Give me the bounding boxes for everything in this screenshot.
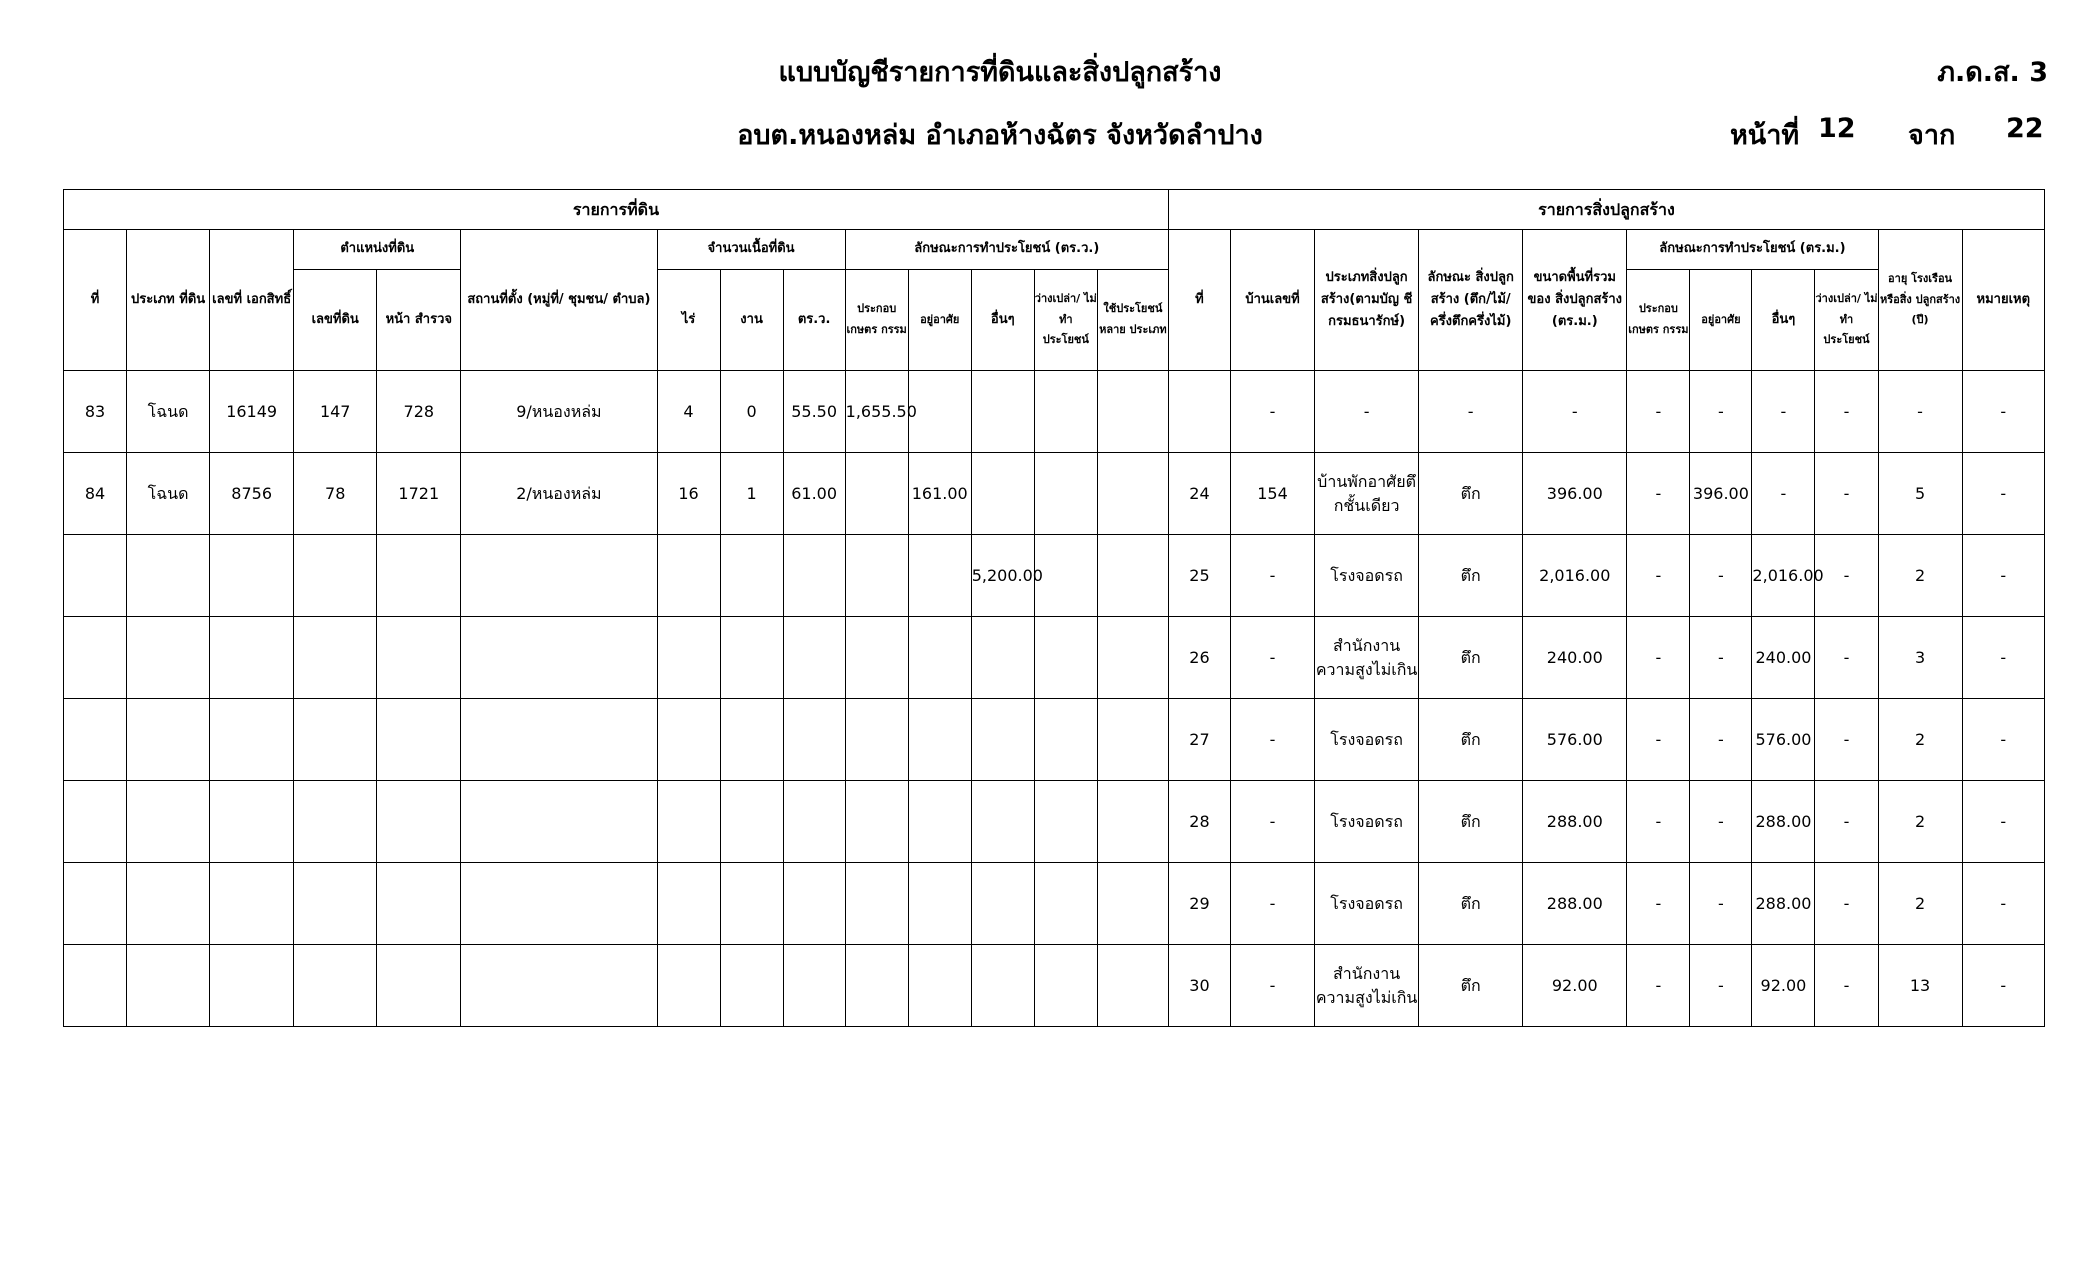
building-nature-cell: - bbox=[1419, 371, 1523, 453]
land-other-cell bbox=[971, 945, 1034, 1027]
land-resid-cell bbox=[908, 535, 971, 617]
land-other-cell bbox=[971, 863, 1034, 945]
land-other-cell bbox=[971, 699, 1034, 781]
col-location: สถานที่ตั้ง (หมู่ที่/ ชุมชน/ ตำบล) bbox=[461, 230, 657, 371]
land-other-cell bbox=[971, 371, 1034, 453]
land-agri-cell bbox=[845, 781, 908, 863]
land-multi-cell bbox=[1097, 371, 1168, 453]
col-building-other: อื่นๆ bbox=[1752, 270, 1815, 371]
sqwa-cell bbox=[783, 781, 845, 863]
deed-no-cell: 8756 bbox=[210, 453, 294, 535]
col-building-nature: ลักษณะ สิ่งปลูกสร้าง (ตึก/ไม้/ ครึ่งตึกครึ่งไม้) bbox=[1419, 230, 1523, 371]
land-resid-cell bbox=[908, 781, 971, 863]
col-building-agri: ประกอบ เกษตร กรรม bbox=[1627, 270, 1690, 371]
land-vacant-cell bbox=[1034, 945, 1097, 1027]
rai-cell: 4 bbox=[657, 371, 720, 453]
building-no-cell bbox=[1168, 371, 1230, 453]
sqwa-cell bbox=[783, 617, 845, 699]
house-no-cell: - bbox=[1230, 699, 1314, 781]
building-vacant-cell: - bbox=[1815, 863, 1878, 945]
parcel-no-cell bbox=[294, 617, 377, 699]
deed-no-cell bbox=[210, 535, 294, 617]
deed-no-cell bbox=[210, 699, 294, 781]
land-vacant-cell bbox=[1034, 453, 1097, 535]
building-vacant-cell: - bbox=[1815, 371, 1878, 453]
building-age-cell: 2 bbox=[1878, 863, 1962, 945]
col-sqwa: ตร.ว. bbox=[783, 270, 845, 371]
land-type-cell bbox=[127, 863, 210, 945]
building-age-cell: 5 bbox=[1878, 453, 1962, 535]
building-area-cell: 396.00 bbox=[1523, 453, 1627, 535]
land-vacant-cell bbox=[1034, 863, 1097, 945]
land-no-cell bbox=[64, 945, 127, 1027]
rai-cell bbox=[657, 699, 720, 781]
land-other-cell bbox=[971, 453, 1034, 535]
building-vacant-cell: - bbox=[1815, 699, 1878, 781]
land-type-cell: โฉนด bbox=[127, 453, 210, 535]
table-row bbox=[64, 945, 2045, 1027]
building-other-cell: - bbox=[1752, 453, 1815, 535]
col-land-resid: อยู่อาศัย bbox=[908, 270, 971, 371]
land-building-table bbox=[63, 189, 2045, 1027]
ngan-cell: 0 bbox=[720, 371, 783, 453]
building-vacant-cell: - bbox=[1815, 535, 1878, 617]
building-type-cell: โรงจอดรถ bbox=[1315, 535, 1419, 617]
col-building-vacant: ว่างเปล่า/ ไม่ทำ ประโยชน์ bbox=[1815, 270, 1878, 371]
building-resid-cell: - bbox=[1690, 781, 1752, 863]
remark-cell: - bbox=[1962, 617, 2044, 699]
land-agri-cell bbox=[845, 863, 908, 945]
col-ngan: งาน bbox=[720, 270, 783, 371]
building-agri-cell: - bbox=[1627, 371, 1690, 453]
land-no-cell bbox=[64, 535, 127, 617]
building-agri-cell: - bbox=[1627, 945, 1690, 1027]
parcel-no-cell bbox=[294, 535, 377, 617]
building-vacant-cell: - bbox=[1815, 945, 1878, 1027]
building-area-cell: 240.00 bbox=[1523, 617, 1627, 699]
col-remark: หมายเหตุ bbox=[1962, 230, 2044, 371]
section-land-header: รายการที่ดิน bbox=[64, 190, 1169, 230]
survey-page-cell bbox=[377, 781, 461, 863]
table-row bbox=[64, 863, 2045, 945]
col-land-multi: ใช้ประโยชน์ หลาย ประเภท bbox=[1097, 270, 1168, 371]
location-cell bbox=[461, 863, 657, 945]
land-resid-cell bbox=[908, 617, 971, 699]
land-no-cell bbox=[64, 863, 127, 945]
ngan-cell bbox=[720, 535, 783, 617]
col-position: ตำแหน่งที่ดิน bbox=[294, 230, 461, 270]
building-type-cell: สำนักงาน ความสูงไม่เกิน bbox=[1315, 617, 1419, 699]
building-agri-cell: - bbox=[1627, 863, 1690, 945]
deed-no-cell bbox=[210, 781, 294, 863]
land-agri-cell bbox=[845, 617, 908, 699]
house-no-cell: - bbox=[1230, 535, 1314, 617]
survey-page-cell bbox=[377, 617, 461, 699]
house-no-cell: - bbox=[1230, 617, 1314, 699]
land-agri-cell bbox=[845, 699, 908, 781]
deed-no-cell: 16149 bbox=[210, 371, 294, 453]
building-no-cell: 24 bbox=[1168, 453, 1230, 535]
survey-page-cell bbox=[377, 699, 461, 781]
parcel-no-cell bbox=[294, 781, 377, 863]
building-age-cell: 2 bbox=[1878, 699, 1962, 781]
location-cell bbox=[461, 781, 657, 863]
building-age-cell: - bbox=[1878, 371, 1962, 453]
table-row bbox=[64, 781, 2045, 863]
parcel-no-cell: 147 bbox=[294, 371, 377, 453]
land-type-cell bbox=[127, 781, 210, 863]
building-resid-cell: - bbox=[1690, 945, 1752, 1027]
land-resid-cell bbox=[908, 863, 971, 945]
building-no-cell: 28 bbox=[1168, 781, 1230, 863]
land-resid-cell bbox=[908, 699, 971, 781]
table-row bbox=[64, 371, 2045, 453]
building-type-cell: โรงจอดรถ bbox=[1315, 863, 1419, 945]
rai-cell bbox=[657, 781, 720, 863]
building-no-cell: 30 bbox=[1168, 945, 1230, 1027]
land-no-cell: 83 bbox=[64, 371, 127, 453]
remark-cell: - bbox=[1962, 535, 2044, 617]
col-building-usage: ลักษณะการทำประโยชน์ (ตร.ม.) bbox=[1627, 230, 1878, 270]
land-vacant-cell bbox=[1034, 371, 1097, 453]
building-no-cell: 26 bbox=[1168, 617, 1230, 699]
building-nature-cell: ตึก bbox=[1419, 535, 1523, 617]
location-cell bbox=[461, 945, 657, 1027]
col-building-no: ที่ bbox=[1168, 230, 1230, 371]
land-resid-cell bbox=[908, 945, 971, 1027]
building-agri-cell: - bbox=[1627, 453, 1690, 535]
building-area-cell: 576.00 bbox=[1523, 699, 1627, 781]
building-other-cell: 288.00 bbox=[1752, 781, 1815, 863]
location-cell bbox=[461, 617, 657, 699]
building-area-cell: 288.00 bbox=[1523, 781, 1627, 863]
land-other-cell: 5,200.00 bbox=[971, 535, 1034, 617]
building-area-cell: 2,016.00 bbox=[1523, 535, 1627, 617]
building-other-cell: 240.00 bbox=[1752, 617, 1815, 699]
location-cell bbox=[461, 535, 657, 617]
table-row bbox=[64, 699, 2045, 781]
col-land-type: ประเภท ที่ดิน bbox=[127, 230, 210, 371]
location-cell: 9/หนองหล่ม bbox=[461, 371, 657, 453]
rai-cell bbox=[657, 863, 720, 945]
col-building-type: ประเภทสิ่งปลูก สร้าง(ตามบัญ ชีกรมธนารักษ์) bbox=[1315, 230, 1419, 371]
land-multi-cell bbox=[1097, 535, 1168, 617]
remark-cell: - bbox=[1962, 453, 2044, 535]
table-row bbox=[64, 453, 2045, 535]
table-row bbox=[64, 617, 2045, 699]
location-cell: 2/หนองหล่ม bbox=[461, 453, 657, 535]
land-vacant-cell bbox=[1034, 699, 1097, 781]
house-no-cell: - bbox=[1230, 781, 1314, 863]
ngan-cell bbox=[720, 945, 783, 1027]
col-land-agri: ประกอบ เกษตร กรรม bbox=[845, 270, 908, 371]
land-no-cell: 84 bbox=[64, 453, 127, 535]
building-type-cell: บ้านพักอาศัยตึ กชั้นเดียว bbox=[1315, 453, 1419, 535]
remark-cell: - bbox=[1962, 371, 2044, 453]
building-other-cell: - bbox=[1752, 371, 1815, 453]
col-land-no: ที่ bbox=[64, 230, 127, 371]
ngan-cell: 1 bbox=[720, 453, 783, 535]
deed-no-cell bbox=[210, 617, 294, 699]
building-vacant-cell: - bbox=[1815, 453, 1878, 535]
sqwa-cell bbox=[783, 699, 845, 781]
col-survey-page: หน้า สำรวจ bbox=[377, 270, 461, 371]
remark-cell: - bbox=[1962, 699, 2044, 781]
page-label: หน้าที่ bbox=[1730, 120, 1800, 151]
document-subtitle: อบต.หนองหล่ม อำเภอห้างฉัตร จังหวัดลำปาง bbox=[737, 120, 1263, 151]
ngan-cell bbox=[720, 863, 783, 945]
building-type-cell: - bbox=[1315, 371, 1419, 453]
land-vacant-cell bbox=[1034, 781, 1097, 863]
building-area-cell: - bbox=[1523, 371, 1627, 453]
of-label: จาก bbox=[1908, 120, 1956, 151]
building-resid-cell: - bbox=[1690, 371, 1752, 453]
deed-no-cell bbox=[210, 945, 294, 1027]
building-resid-cell: - bbox=[1690, 863, 1752, 945]
land-agri-cell: 1,655.50 bbox=[845, 371, 908, 453]
land-type-cell: โฉนด bbox=[127, 371, 210, 453]
land-multi-cell bbox=[1097, 945, 1168, 1027]
land-agri-cell bbox=[845, 945, 908, 1027]
building-vacant-cell: - bbox=[1815, 617, 1878, 699]
parcel-no-cell bbox=[294, 945, 377, 1027]
building-nature-cell: ตึก bbox=[1419, 945, 1523, 1027]
sqwa-cell bbox=[783, 945, 845, 1027]
land-type-cell bbox=[127, 945, 210, 1027]
building-no-cell: 25 bbox=[1168, 535, 1230, 617]
parcel-no-cell bbox=[294, 863, 377, 945]
sqwa-cell: 55.50 bbox=[783, 371, 845, 453]
land-vacant-cell bbox=[1034, 535, 1097, 617]
house-no-cell: 154 bbox=[1230, 453, 1314, 535]
col-rai: ไร่ bbox=[657, 270, 720, 371]
land-type-cell bbox=[127, 699, 210, 781]
sqwa-cell: 61.00 bbox=[783, 453, 845, 535]
land-type-cell bbox=[127, 617, 210, 699]
land-no-cell bbox=[64, 617, 127, 699]
remark-cell: - bbox=[1962, 863, 2044, 945]
building-agri-cell: - bbox=[1627, 781, 1690, 863]
building-nature-cell: ตึก bbox=[1419, 453, 1523, 535]
building-area-cell: 288.00 bbox=[1523, 863, 1627, 945]
building-no-cell: 27 bbox=[1168, 699, 1230, 781]
land-resid-cell bbox=[908, 371, 971, 453]
land-agri-cell bbox=[845, 453, 908, 535]
rai-cell bbox=[657, 617, 720, 699]
col-house-no: บ้านเลขที่ bbox=[1230, 230, 1314, 371]
land-multi-cell bbox=[1097, 781, 1168, 863]
parcel-no-cell bbox=[294, 699, 377, 781]
col-land-usage: ลักษณะการทำประโยชน์ (ตร.ว.) bbox=[845, 230, 1168, 270]
building-nature-cell: ตึก bbox=[1419, 699, 1523, 781]
land-agri-cell bbox=[845, 535, 908, 617]
survey-page-cell: 1721 bbox=[377, 453, 461, 535]
form-code: ภ.ด.ส. 3 bbox=[1937, 57, 2048, 88]
building-type-cell: สำนักงาน ความสูงไม่เกิน bbox=[1315, 945, 1419, 1027]
sqwa-cell bbox=[783, 863, 845, 945]
land-resid-cell: 161.00 bbox=[908, 453, 971, 535]
building-nature-cell: ตึก bbox=[1419, 617, 1523, 699]
deed-no-cell bbox=[210, 863, 294, 945]
house-no-cell: - bbox=[1230, 945, 1314, 1027]
survey-page-cell: 728 bbox=[377, 371, 461, 453]
building-agri-cell: - bbox=[1627, 617, 1690, 699]
building-other-cell: 288.00 bbox=[1752, 863, 1815, 945]
section-building-header: รายการสิ่งปลูกสร้าง bbox=[1168, 190, 2044, 230]
sqwa-cell bbox=[783, 535, 845, 617]
table-row bbox=[64, 535, 2045, 617]
building-area-cell: 92.00 bbox=[1523, 945, 1627, 1027]
survey-page-cell bbox=[377, 945, 461, 1027]
house-no-cell: - bbox=[1230, 371, 1314, 453]
building-other-cell: 576.00 bbox=[1752, 699, 1815, 781]
building-nature-cell: ตึก bbox=[1419, 781, 1523, 863]
survey-page-cell bbox=[377, 535, 461, 617]
building-age-cell: 2 bbox=[1878, 535, 1962, 617]
building-resid-cell: 396.00 bbox=[1690, 453, 1752, 535]
page-number: 12 bbox=[1818, 113, 1856, 144]
land-multi-cell bbox=[1097, 863, 1168, 945]
land-multi-cell bbox=[1097, 699, 1168, 781]
building-age-cell: 3 bbox=[1878, 617, 1962, 699]
remark-cell: - bbox=[1962, 781, 2044, 863]
col-building-resid: อยู่อาศัย bbox=[1690, 270, 1752, 371]
building-age-cell: 13 bbox=[1878, 945, 1962, 1027]
col-building-total-area: ขนาดพื้นที่รวม ของ สิ่งปลูกสร้าง (ตร.ม.) bbox=[1523, 230, 1627, 371]
building-nature-cell: ตึก bbox=[1419, 863, 1523, 945]
building-agri-cell: - bbox=[1627, 699, 1690, 781]
building-vacant-cell: - bbox=[1815, 781, 1878, 863]
building-agri-cell: - bbox=[1627, 535, 1690, 617]
land-other-cell bbox=[971, 617, 1034, 699]
survey-page-cell bbox=[377, 863, 461, 945]
col-building-age: อายุ โรงเรือน หรือสิ่ง ปลูกสร้าง (ปี) bbox=[1878, 230, 1962, 371]
ngan-cell bbox=[720, 617, 783, 699]
col-land-other: อื่นๆ bbox=[971, 270, 1034, 371]
document-title: แบบบัญชีรายการที่ดินและสิ่งปลูกสร้าง bbox=[778, 57, 1222, 88]
building-resid-cell: - bbox=[1690, 699, 1752, 781]
land-no-cell bbox=[64, 699, 127, 781]
land-type-cell bbox=[127, 535, 210, 617]
building-other-cell: 92.00 bbox=[1752, 945, 1815, 1027]
col-deed-no: เลขที่ เอกสิทธิ์ bbox=[210, 230, 294, 371]
house-no-cell: - bbox=[1230, 863, 1314, 945]
rai-cell: 16 bbox=[657, 453, 720, 535]
rai-cell bbox=[657, 945, 720, 1027]
building-type-cell: โรงจอดรถ bbox=[1315, 699, 1419, 781]
col-land-vacant: ว่างเปล่า/ ไม่ทำ ประโยชน์ bbox=[1034, 270, 1097, 371]
land-no-cell bbox=[64, 781, 127, 863]
remark-cell: - bbox=[1962, 945, 2044, 1027]
page-total: 22 bbox=[2006, 113, 2044, 144]
building-resid-cell: - bbox=[1690, 535, 1752, 617]
building-type-cell: โรงจอดรถ bbox=[1315, 781, 1419, 863]
building-no-cell: 29 bbox=[1168, 863, 1230, 945]
land-multi-cell bbox=[1097, 453, 1168, 535]
land-vacant-cell bbox=[1034, 617, 1097, 699]
building-other-cell: 2,016.00 bbox=[1752, 535, 1815, 617]
col-parcel-no: เลขที่ดิน bbox=[294, 270, 377, 371]
parcel-no-cell: 78 bbox=[294, 453, 377, 535]
building-age-cell: 2 bbox=[1878, 781, 1962, 863]
ngan-cell bbox=[720, 781, 783, 863]
land-other-cell bbox=[971, 781, 1034, 863]
ngan-cell bbox=[720, 699, 783, 781]
land-multi-cell bbox=[1097, 617, 1168, 699]
rai-cell bbox=[657, 535, 720, 617]
col-area: จำนวนเนื้อที่ดิน bbox=[657, 230, 845, 270]
building-resid-cell: - bbox=[1690, 617, 1752, 699]
location-cell bbox=[461, 699, 657, 781]
